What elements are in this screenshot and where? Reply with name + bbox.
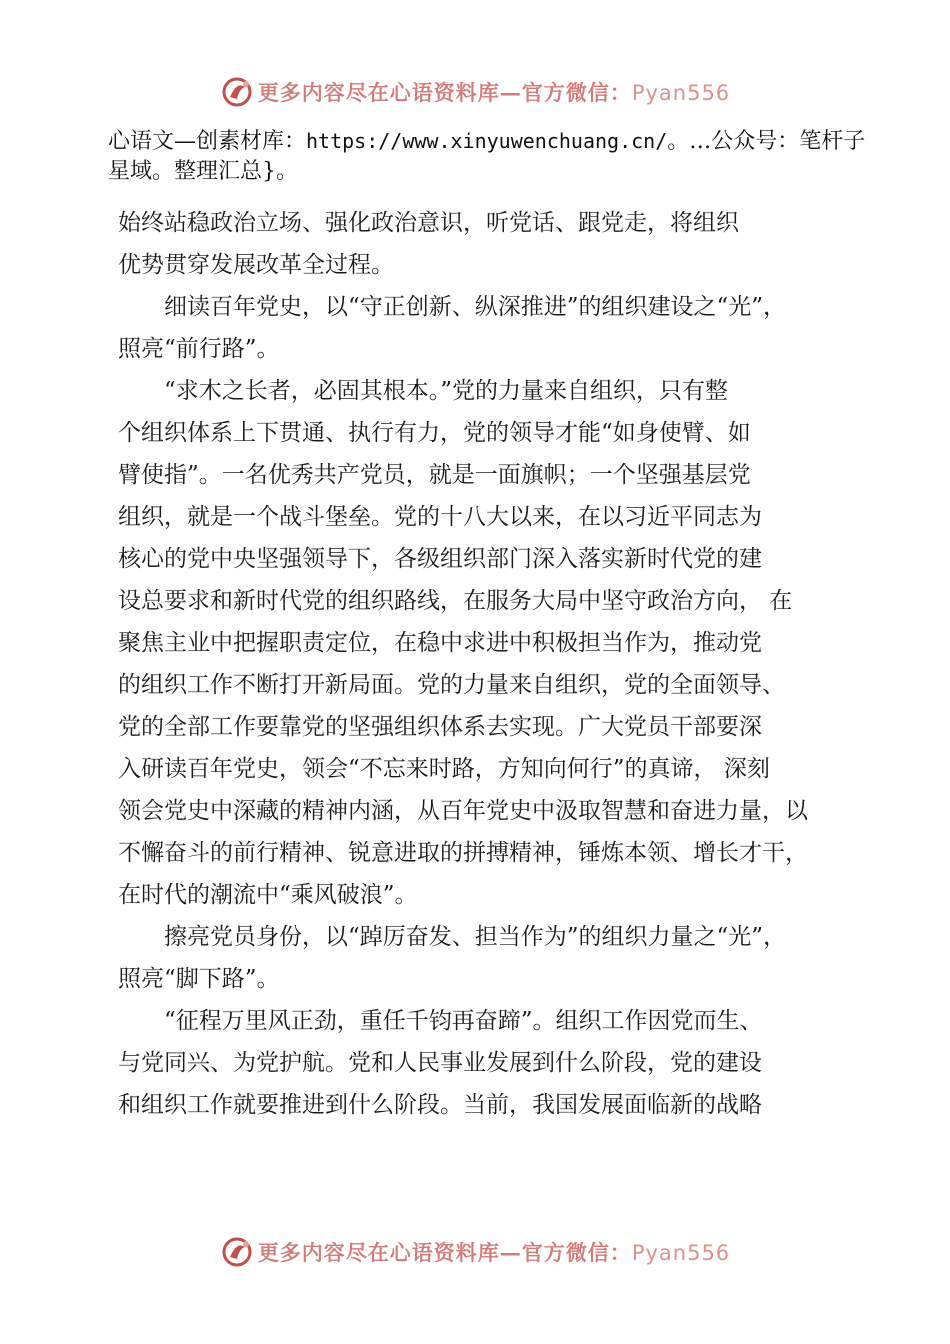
logo-icon [220, 1235, 254, 1269]
paragraph-line: 聚焦主业中把握职责定位，在稳中求进中积极担当作为，推动党 [118, 630, 762, 656]
paragraph-line: 个组织体系上下贯通、执行有力，党的领导才能“如身使臂、如 [118, 420, 751, 446]
paragraph-line: 不懈奋斗的前行精神、锐意进取的拼搏精神，锤炼本领、增长才干， [118, 840, 808, 866]
paragraph-line: 入研读百年党史，领会“不忘来时路，方知向何行”的真谛， 深刻 [118, 756, 770, 782]
source-note: 心语文—创素材库：https://www.xinyuwenchuang.cn/。…公众号：笔杆子星域。整理汇总}。 [108, 129, 866, 184]
paragraph-line: 与党同兴、为党护航。党和人民事业发展到什么阶段，党的建设 [118, 1050, 762, 1076]
paragraph-line: 在时代的潮流中“乘风破浪”。 [118, 882, 418, 908]
paragraph-line: “求木之长者，必固其根本。”党的力量来自组织，只有整 [164, 378, 729, 404]
paragraph-line: 核心的党中央坚强领导下，各级组织部门深入落实新时代党的建 [118, 546, 762, 572]
paragraph-line: 领会党史中深藏的精神内涵，从百年党史中汲取智慧和奋进力量，以 [118, 798, 808, 824]
paragraph-line: “征程万里风正劲，重任千钧再奋蹄”。组织工作因党而生、 [164, 1008, 763, 1034]
paragraph-line: 始终站稳政治立场、强化政治意识，听党话、跟党走，将组织 [118, 210, 739, 236]
paragraph-line: 组织，就是一个战斗堡垒。党的十八大以来，在以习近平同志为 [118, 504, 762, 530]
logo-icon [220, 75, 254, 109]
paragraph-line: 的组织工作不断打开新局面。党的力量来自组织，党的全面领导、 [118, 672, 785, 698]
paragraph-line: 优势贯穿发展改革全过程。 [118, 252, 394, 278]
paragraph-line: 臂使指”。一名优秀共产党员，就是一面旗帜；一个坚强基层党 [118, 462, 751, 488]
article-body [118, 202, 846, 1126]
paragraph-line: 照亮“前行路”。 [118, 336, 280, 362]
paragraph-line: 细读百年党史，以“守正创新、纵深推进”的组织建设之“光”， [164, 294, 787, 320]
watermark-banner-top [0, 72, 950, 112]
source-url: https://www.xinyuwenchuang.cn/ [306, 129, 668, 153]
paragraph-line: 照亮“脚下路”。 [118, 966, 280, 992]
paragraph-line: 设总要求和新时代党的组织路线，在服务大局中坚守政治方向， 在 [118, 588, 793, 614]
paragraph-line: 擦亮党员身份，以“踔厉奋发、担当作为”的组织力量之“光”， [164, 924, 787, 950]
watermark-banner-bottom [0, 1232, 950, 1272]
watermark-text: 更多内容尽在心语资料库—官方微信：Pyan556 [257, 1240, 731, 1265]
paragraph-line: 党的全部工作要靠党的坚强组织体系去实现。广大党员干部要深 [118, 714, 762, 740]
paragraph-line: 和组织工作就要推进到什么阶段。当前，我国发展面临新的战略 [118, 1092, 762, 1118]
watermark-text: 更多内容尽在心语资料库—官方微信：Pyan556 [257, 80, 731, 105]
